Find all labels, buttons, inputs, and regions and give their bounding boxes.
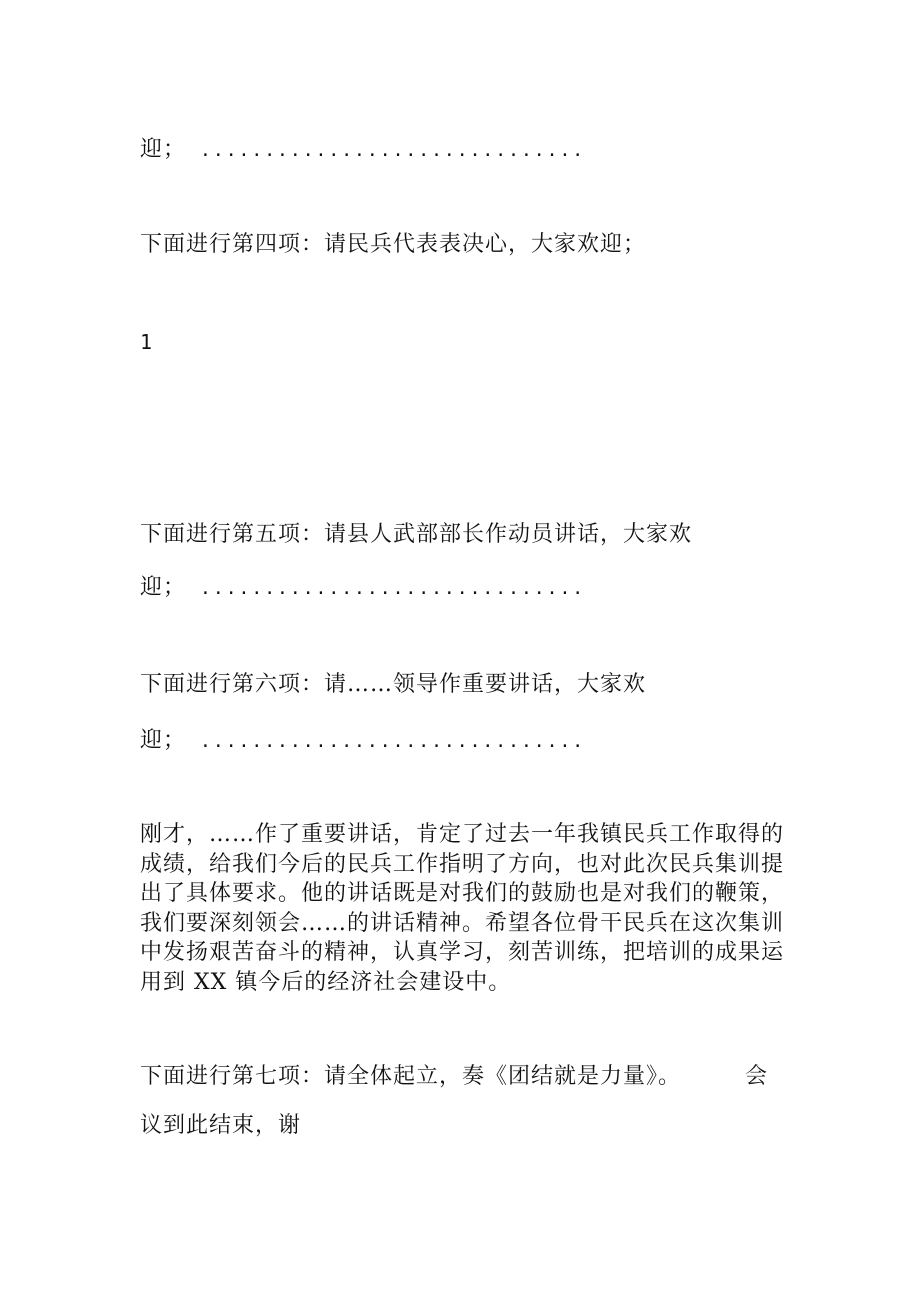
paragraph-line: 出了具体要求。他的讲话既是对我们的鼓励也是对我们的鞭策，: [140, 881, 785, 906]
paragraph-line: 成绩，给我们今后的民兵工作指明了方向，也对此次民兵集训提: [140, 851, 785, 877]
line-7-main: 下面进行第七项：请全体起立，奏《团结就是力量》。: [140, 1064, 682, 1089]
leader-dots-3: ..............................: [200, 731, 586, 752]
text-line-item-5-cont: [140, 575, 585, 602]
line-7-tail: 会: [745, 1064, 769, 1089]
leader-dots-2: ..............................: [200, 578, 586, 599]
text-line-item-6-cont: [140, 728, 585, 755]
paragraph-line: 我们要深刻领会……的讲话精神。希望各位骨干民兵在这次集训: [140, 910, 785, 936]
text-line-item-6: 下面进行第六项：请……领导作重要讲话，大家欢: [140, 672, 647, 697]
line-6-text: 迎；: [140, 728, 187, 753]
line-1-text: 迎；: [140, 137, 187, 162]
paragraph-line: 中发扬艰苦奋斗的精神，认真学习，刻苦训练，把培训的成果运: [140, 940, 785, 965]
line-4-text: 迎；: [140, 575, 187, 600]
paragraph-line: 刚才，……作了重要讲话，肯定了过去一年我镇民兵工作取得的: [140, 822, 785, 847]
page-number: 1: [140, 330, 153, 354]
text-line-1: [140, 137, 585, 164]
paragraph-line: 用到 XX 镇今后的经济社会建设中。: [140, 969, 512, 995]
body-paragraph: [140, 820, 800, 997]
leader-dots-1: ..............................: [200, 140, 586, 161]
text-line-item-5: 下面进行第五项：请县人武部部长作动员讲话，大家欢: [140, 522, 693, 547]
text-line-item-4: 下面进行第四项：请民兵代表表决心，大家欢迎；: [140, 232, 647, 257]
text-line-item-7: [140, 1064, 768, 1090]
text-line-closing: 议到此结束，谢: [140, 1113, 302, 1138]
